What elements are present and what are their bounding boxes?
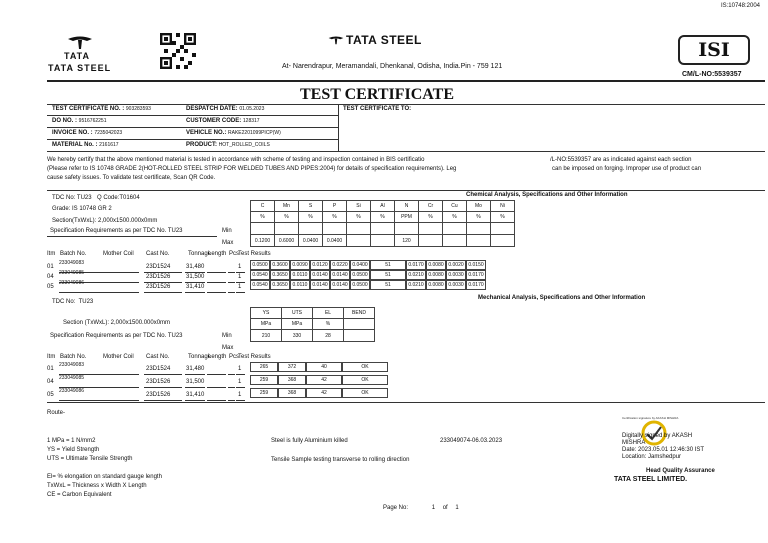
chem-result-value: 0.0210 — [408, 272, 424, 278]
mech-row-line — [59, 400, 139, 401]
chem-element-header: N — [395, 201, 419, 212]
mech-min-cell: 28 — [313, 330, 344, 342]
mech-result-cell — [306, 375, 342, 385]
chem-result-cell — [426, 260, 446, 270]
column-header: Itm — [47, 354, 56, 360]
mech-unit-cell — [344, 319, 375, 330]
license-number: CM/L-NO:5539357 — [682, 71, 742, 78]
chem-result-value: 51 — [385, 282, 391, 288]
chem-element-header: Mn — [275, 201, 299, 212]
mech-unit-cell: MPa — [251, 319, 282, 330]
chem-result-cell — [290, 270, 310, 280]
chem-element-header: C — [251, 201, 275, 212]
chem-result-cell — [350, 270, 370, 280]
brand-title: TATA STEEL — [346, 33, 422, 47]
mech-min-cell: 330 — [282, 330, 313, 342]
chem-row-line — [228, 292, 235, 293]
chem-min-cell — [491, 223, 515, 235]
chem-result-cell — [330, 260, 350, 270]
chem-result-cell — [370, 280, 406, 290]
chem-unit-cell: % — [443, 212, 467, 223]
chem-result-cell — [290, 280, 310, 290]
chem-max-cell: 120 — [395, 235, 419, 247]
mech-result-cell — [250, 388, 278, 398]
chem-unit-cell: % — [251, 212, 275, 223]
chem-result-value: 0.3650 — [272, 272, 288, 278]
chem-result-cell — [426, 270, 446, 280]
chem-tonnage: 31,480 — [186, 264, 205, 270]
chem-max-cell — [443, 235, 467, 247]
statement-line-1: We hereby certify that the above mentioned material is tested in accordance with scheme of testing and inspection contained in BIS certificatio — [47, 157, 425, 163]
mech-result-value: 265 — [259, 364, 269, 370]
mech-row-line — [207, 400, 226, 401]
chem-tonnage: 31,500 — [186, 274, 205, 280]
chem-result-value: 0.0080 — [428, 272, 444, 278]
chem-result-value: 0.0500 — [352, 272, 368, 278]
mech-pcs: 1 — [238, 366, 242, 372]
statement-line-1b: /L-NO:5539357 are as indicated against each section — [550, 157, 692, 163]
mech-row-line — [228, 387, 235, 388]
mech-unit-cell: MPa — [282, 319, 313, 330]
statement-line-3: cause safety issues. To validate test certificate, Scan QR Code. — [47, 175, 216, 181]
chem-row-line — [207, 272, 226, 273]
chem-result-value: 0.0020 — [448, 262, 464, 268]
chem-result-value: 0.0030 — [448, 272, 464, 278]
chem-max-cell: 0.0400 — [299, 235, 323, 247]
mech-row-line — [144, 387, 182, 388]
logo-text-bottom: TATA STEEL — [48, 63, 112, 73]
aluminium-killed-note: Steel is fully Aluminium killed — [271, 438, 348, 444]
mech-itm: 05 — [47, 392, 54, 398]
chem-min-cell — [419, 223, 443, 235]
chem-row-line — [144, 272, 182, 273]
mech-result-value: 259 — [259, 390, 269, 396]
chem-result-cell — [270, 260, 290, 270]
chem-row-line — [185, 272, 205, 273]
chem-spec-table — [250, 200, 515, 247]
mech-result-value: 368 — [287, 390, 297, 396]
chem-unit-cell: % — [323, 212, 347, 223]
chem-min-cell — [347, 223, 371, 235]
chem-result-cell — [330, 270, 350, 280]
signature-small-text: Certification signature by AKASH MISHRA — [622, 416, 679, 420]
footer-note: El= % elongation on standard gauge length — [47, 474, 162, 480]
chem-unit-cell: % — [347, 212, 371, 223]
column-header: Test Results — [238, 354, 271, 360]
chem-unit-cell: % — [491, 212, 515, 223]
chem-result-value: 0.0210 — [408, 282, 424, 288]
footer-note: 1 MPa = 1 N/mm2 — [47, 438, 96, 444]
chem-element-header: Cu — [443, 201, 467, 212]
mech-spec-req: Specification Requirements as per TDC No. TU23 — [50, 333, 183, 339]
column-header: Mother Coil — [103, 354, 134, 360]
is-code: IS:10748:2004 — [720, 3, 760, 9]
mech-row-line — [185, 374, 205, 375]
mech-result-cell — [342, 388, 388, 398]
chem-result-value: 0.0540 — [252, 282, 268, 288]
mech-section-size: Section (TxWxL): 2,000x1500.000x0mm — [63, 320, 171, 326]
chem-result-value: 0.0500 — [352, 282, 368, 288]
chem-result-cell — [350, 280, 370, 290]
chem-result-value: 0.0120 — [312, 262, 328, 268]
mech-tdc: TDC No: TU23 — [52, 299, 94, 305]
mech-result-cell — [306, 388, 342, 398]
chem-result-value: 51 — [385, 272, 391, 278]
statement-line-2: (Please refer to IS 10748 GRADE 2(HOT-ROLLED STEEL STRIP FOR WELDED TUBES AND PIPES:2004) for details of specification requirements). Leg — [47, 166, 457, 172]
column-header: Cast No. — [146, 251, 170, 257]
chem-row-line — [59, 292, 139, 293]
chem-result-value: 0.0140 — [332, 272, 348, 278]
chem-itm: 04 — [47, 274, 54, 280]
mech-min-cell: 210 — [251, 330, 282, 342]
mech-result-cell — [250, 375, 278, 385]
chem-pcs: 1 — [238, 264, 242, 270]
chem-min-cell — [251, 223, 275, 235]
column-header: Tonnage — [188, 354, 212, 360]
chem-result-cell — [406, 280, 426, 290]
mech-row-line — [228, 374, 235, 375]
chem-result-cell — [330, 280, 350, 290]
chem-result-cell — [310, 270, 330, 280]
mech-result-value: 368 — [287, 377, 297, 383]
mech-batch: 233049083 — [59, 362, 85, 368]
chem-result-value: 0.3600 — [272, 262, 288, 268]
chem-itm: 05 — [47, 284, 54, 290]
mech-section-title: Mechanical Analysis, Specifications and Other Information — [478, 295, 646, 301]
column-header: Test Results — [238, 251, 271, 257]
footer-note: UTS = Ultimate Tensile Strength — [47, 456, 133, 462]
chem-element-header: P — [323, 201, 347, 212]
chem-result-cell — [466, 280, 486, 290]
chem-min-cell — [467, 223, 491, 235]
column-header: Pcs — [229, 354, 240, 360]
chem-element-header: Ni — [491, 201, 515, 212]
chem-min-cell — [443, 223, 467, 235]
chem-result-cell — [370, 260, 406, 270]
vehicle-no: VEHICLE NO.: RAKE2201099PICP(W) — [186, 130, 281, 136]
chem-result-cell — [466, 260, 486, 270]
chem-row-line — [185, 292, 205, 293]
chem-batch: 233049086 — [59, 280, 85, 286]
chem-tonnage: 31,410 — [186, 284, 205, 290]
chem-pcs: 1 — [238, 274, 242, 280]
mech-result-value: 40 — [321, 364, 327, 370]
chem-result-cell — [466, 270, 486, 280]
chem-element-header: S — [299, 201, 323, 212]
chem-element-header: Cr — [419, 201, 443, 212]
chem-row-line — [144, 282, 182, 283]
chem-section-size: Section(TxWxL): 2,000x1500.000x0mm — [52, 218, 158, 224]
page-number: Page No: 1 of 1 — [383, 505, 459, 511]
mech-row-line — [207, 387, 226, 388]
chem-result-value: 0.0090 — [292, 262, 308, 268]
mech-batch: 233049086 — [59, 388, 85, 394]
chem-qcode: Q Code:T01604 — [97, 195, 140, 201]
chem-result-value: 0.0220 — [332, 262, 348, 268]
chem-result-cell — [250, 280, 270, 290]
column-header: Length — [208, 354, 227, 360]
chem-result-value: 0.0170 — [468, 282, 484, 288]
mech-row-line — [144, 374, 182, 375]
chem-result-value: 0.0140 — [332, 282, 348, 288]
column-header: Itm — [47, 251, 56, 257]
mech-result-cell — [250, 362, 278, 372]
mech-row-line — [185, 400, 205, 401]
chem-unit-cell: % — [467, 212, 491, 223]
chem-result-value: 0.0140 — [312, 272, 328, 278]
qr-code-icon — [160, 33, 196, 69]
chem-pcs: 1 — [238, 284, 242, 290]
mech-batch: 233049085 — [59, 375, 85, 381]
mech-itm: 04 — [47, 379, 54, 385]
chem-max-label: Max — [222, 240, 234, 246]
chem-result-value: 0.0150 — [468, 262, 484, 268]
chem-cast: 23D1524 — [146, 264, 171, 270]
chem-result-value: 0.0500 — [252, 262, 268, 268]
route-label: Route- — [47, 410, 66, 416]
chem-row-line — [236, 282, 245, 283]
chem-batch: 233049085 — [59, 270, 85, 276]
chem-result-cell — [270, 280, 290, 290]
mech-cast: 23D1526 — [146, 392, 171, 398]
chem-result-cell — [250, 260, 270, 270]
mech-param-header: UTS — [282, 308, 313, 319]
chem-max-cell — [419, 235, 443, 247]
chem-cast: 23D1526 — [146, 284, 171, 290]
column-header: Pcs — [229, 251, 240, 257]
chem-element-header: Si — [347, 201, 371, 212]
chem-row-line — [236, 272, 245, 273]
chem-unit-cell: % — [275, 212, 299, 223]
mech-row-line — [185, 387, 205, 388]
mech-row-line — [144, 400, 182, 401]
mech-result-value: 42 — [321, 377, 327, 383]
mech-param-header: BEND — [344, 308, 375, 319]
chem-max-cell: 0.0400 — [323, 235, 347, 247]
mech-row-line — [236, 387, 245, 388]
despatch-date: DESPATCH DATE: 01.05.2023 — [186, 106, 265, 112]
chem-unit-cell: % — [371, 212, 395, 223]
mech-result-cell — [278, 388, 306, 398]
chem-unit-cell: % — [419, 212, 443, 223]
chem-row-line — [228, 272, 235, 273]
chem-row-line — [185, 282, 205, 283]
chem-row-line — [144, 292, 182, 293]
chem-grade: Grade: IS 10748 GR 2 — [52, 206, 112, 212]
qa-title: Head Quality Assurance — [646, 468, 715, 474]
isi-mark-icon: ISI — [678, 35, 750, 65]
column-header: Batch No. — [60, 354, 87, 360]
chem-result-value: 0.0080 — [428, 282, 444, 288]
chem-element-header: Mo — [467, 201, 491, 212]
chem-row-line — [236, 292, 245, 293]
chem-result-value: 0.3650 — [272, 282, 288, 288]
mech-row-line — [207, 374, 226, 375]
chem-result-cell — [406, 260, 426, 270]
chem-max-cell: 0.1200 — [251, 235, 275, 247]
certificate-title: TEST CERTIFICATE — [300, 86, 455, 103]
chem-result-cell — [446, 260, 466, 270]
mech-pcs: 1 — [238, 379, 242, 385]
chem-section-title: Chemical Analysis, Specifications and Other Information — [466, 192, 628, 198]
chem-min-cell — [371, 223, 395, 235]
mech-tonnage: 31,500 — [186, 379, 205, 385]
mech-result-cell — [342, 375, 388, 385]
chem-min-cell — [323, 223, 347, 235]
column-header: Tonnage — [188, 251, 212, 257]
column-header: Mother Coil — [103, 251, 134, 257]
chem-itm: 01 — [47, 264, 54, 270]
mech-min-label: Min — [222, 333, 232, 339]
chem-tdc: TDC No: TU23 — [52, 195, 92, 201]
qa-company: TATA STEEL LIMITED. — [614, 476, 688, 483]
mech-tonnage: 31,480 — [186, 366, 205, 372]
chem-result-value: 0.0030 — [448, 282, 464, 288]
mech-min-cell — [344, 330, 375, 342]
reference-number: 233049074-06.03.2023 — [440, 438, 503, 444]
mech-pcs: 1 — [238, 392, 242, 398]
mech-param-header: EL — [313, 308, 344, 319]
chem-min-cell — [299, 223, 323, 235]
mech-spec-table — [250, 307, 375, 342]
chem-result-value: 0.0110 — [292, 282, 308, 288]
mech-cast: 23D1524 — [146, 366, 171, 372]
chem-result-cell — [350, 260, 370, 270]
logo-text-top: TATA — [64, 51, 90, 61]
chem-result-value: 0.0080 — [428, 262, 444, 268]
mech-row-line — [228, 400, 235, 401]
chem-result-cell — [426, 280, 446, 290]
column-header: Length — [208, 251, 227, 257]
chem-max-cell — [371, 235, 395, 247]
chem-result-value: 0.0110 — [292, 272, 308, 278]
mech-result-value: 42 — [321, 390, 327, 396]
chem-result-value: 0.0540 — [252, 272, 268, 278]
mech-itm: 01 — [47, 366, 54, 372]
chem-result-value: 0.0140 — [312, 282, 328, 288]
chem-result-cell — [290, 260, 310, 270]
chem-result-cell — [310, 260, 330, 270]
chem-batch: 233049083 — [59, 260, 85, 266]
chem-element-header: Al — [371, 201, 395, 212]
product: PRODUCT: HOT_ROLLED_COILS — [186, 142, 270, 148]
do-no: DO NO. : 9516762251 — [52, 118, 107, 124]
plant-address: At- Narendrapur, Meramandali, Dhenkanal, Odisha, India.Pin - 759 121 — [282, 63, 503, 70]
chem-result-cell — [310, 280, 330, 290]
mech-result-value: 372 — [287, 364, 297, 370]
chem-result-value: 51 — [385, 262, 391, 268]
mech-param-header: YS — [251, 308, 282, 319]
chem-cast: 23D1526 — [146, 274, 171, 280]
mech-row-line — [236, 400, 245, 401]
chem-min-label: Min — [222, 228, 232, 234]
chem-result-value: 0.0400 — [352, 262, 368, 268]
chem-max-cell: 0.6000 — [275, 235, 299, 247]
digital-signature: Digitally signed by AKASH MISHRA Date: 2023.05.01 12:46:30 IST Location: Jamshedpur — [622, 433, 705, 460]
chem-unit-cell: PPM — [395, 212, 419, 223]
chem-spec-req: Specification Requirements as per TDC No. TU23 — [50, 228, 183, 234]
chem-result-cell — [270, 270, 290, 280]
cert-to-label: TEST CERTIFICATE TO: — [343, 106, 412, 112]
footer-note: YS = Yield Strength — [47, 447, 100, 453]
mech-cast: 23D1526 — [146, 379, 171, 385]
cert-no: TEST CERTIFICATE NO. : 903283593 — [52, 106, 151, 112]
brand-logo-icon — [328, 35, 344, 46]
mech-max-label: Max — [222, 345, 234, 351]
chem-max-cell — [491, 235, 515, 247]
chem-result-cell — [446, 280, 466, 290]
mech-row-line — [236, 374, 245, 375]
mech-result-cell — [342, 362, 388, 372]
footer-note: CE = Carbon Equivalent — [47, 492, 112, 498]
chem-result-value: 0.0170 — [468, 272, 484, 278]
mech-unit-cell: % — [313, 319, 344, 330]
statement-line-2b: can be imposed on forging. Improper use of product can — [552, 166, 702, 172]
mech-result-value: OK — [361, 364, 369, 370]
chem-result-value: 0.0170 — [408, 262, 424, 268]
customer-code: CUSTOMER CODE: 128317 — [186, 118, 260, 124]
chem-result-cell — [370, 270, 406, 280]
mech-result-value: OK — [361, 390, 369, 396]
chem-unit-cell: % — [299, 212, 323, 223]
tensile-note: Tensile Sample testing transverse to rolling direction — [271, 457, 410, 463]
material-no: MATERIAL No. : 2161617 — [52, 142, 119, 148]
mech-result-value: 259 — [259, 377, 269, 383]
column-header: Batch No. — [60, 251, 87, 257]
chem-result-cell — [406, 270, 426, 280]
chem-min-cell — [395, 223, 419, 235]
mech-result-cell — [278, 362, 306, 372]
mech-result-value: OK — [361, 377, 369, 383]
chem-max-cell — [347, 235, 371, 247]
tata-logo-icon — [67, 36, 93, 50]
chem-row-line — [207, 282, 226, 283]
footer-note: TxWxL = Thickness x Width X Length — [47, 483, 147, 489]
invoice-no: INVOICE NO. : 7235042023 — [52, 130, 123, 136]
mech-result-cell — [306, 362, 342, 372]
chem-max-cell — [467, 235, 491, 247]
mech-result-cell — [278, 375, 306, 385]
chem-row-line — [207, 292, 226, 293]
chem-min-cell — [275, 223, 299, 235]
chem-result-cell — [250, 270, 270, 280]
chem-result-cell — [446, 270, 466, 280]
column-header: Cast No. — [146, 354, 170, 360]
chem-row-line — [228, 282, 235, 283]
mech-tonnage: 31,410 — [186, 392, 205, 398]
